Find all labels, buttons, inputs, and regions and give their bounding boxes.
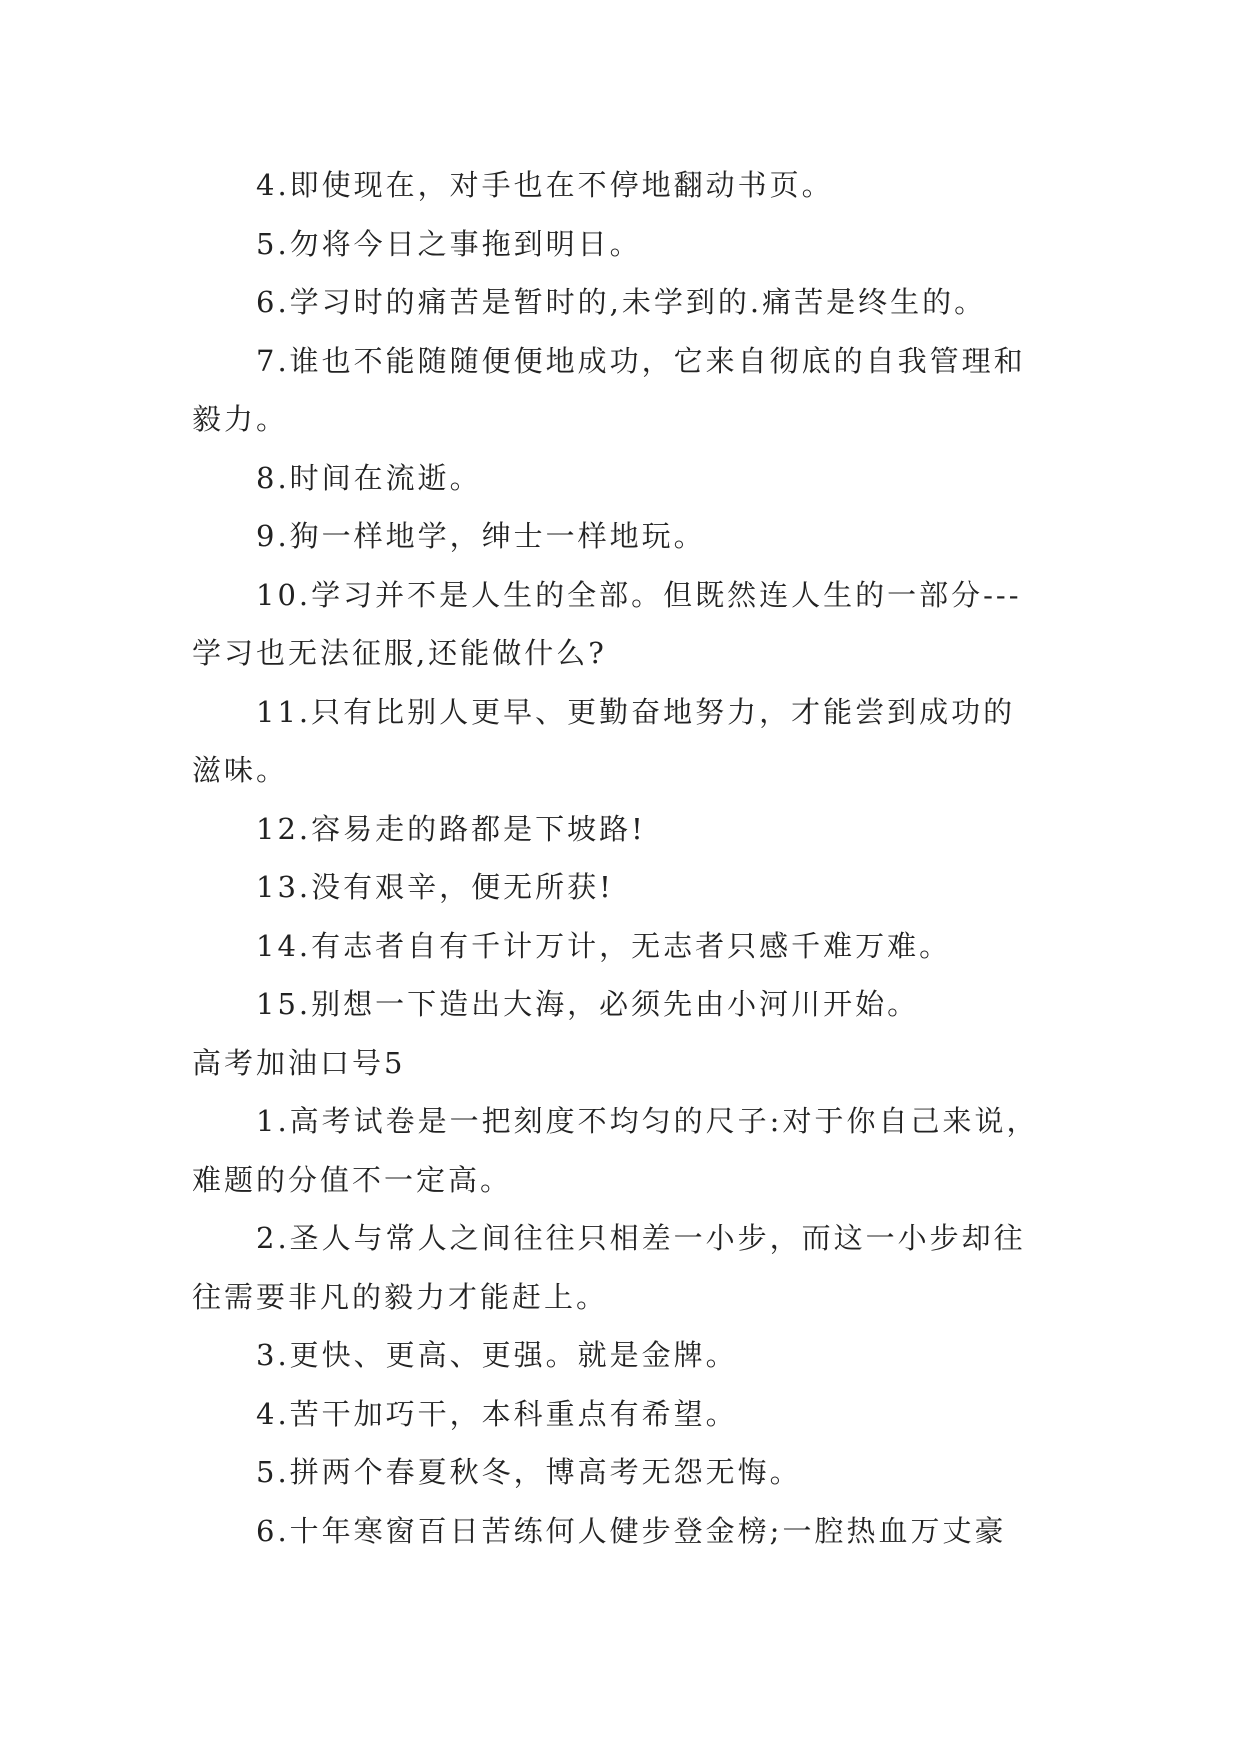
text-line: 毅力。 bbox=[192, 402, 289, 436]
text-line: 8.时间在流逝。 bbox=[256, 460, 482, 495]
text-line: 4.苦干加巧干，本科重点有希望。 bbox=[256, 1396, 738, 1431]
document-body bbox=[192, 156, 1052, 1560]
text-line: 难题的分值不一定高。 bbox=[192, 1162, 513, 1197]
text-line: 13.没有艰辛，便无所获! bbox=[256, 870, 614, 904]
text-line: 3.更快、更高、更强。就是金牌。 bbox=[256, 1338, 738, 1372]
section-heading: 高考加油口号5 bbox=[192, 1045, 406, 1080]
text-line: 12.容易走的路都是下坡路! bbox=[256, 811, 646, 846]
text-line: 往需要非凡的毅力才能赶上。 bbox=[192, 1279, 609, 1314]
text-line: 10.学习并不是人生的全部。但既然连人生的一部分--- bbox=[256, 577, 1022, 612]
text-line: 6.学习时的痛苦是暂时的,未学到的.痛苦是终生的。 bbox=[256, 285, 987, 319]
text-line: 7.谁也不能随随便便地成功，它来自彻底的自我管理和 bbox=[256, 343, 1026, 378]
text-line: 4.即使现在，对手也在不停地翻动书页。 bbox=[256, 168, 834, 202]
text-line: 1.高考试卷是一把刻度不均匀的尺子:对于你自己来说， bbox=[256, 1104, 1039, 1138]
text-line: 9.狗一样地学，绅士一样地玩。 bbox=[256, 519, 706, 553]
text-line: 6.十年寒窗百日苦练何人健步登金榜;一腔热血万丈豪 bbox=[256, 1513, 1007, 1548]
text-line: 5.拼两个春夏秋冬，博高考无怨无悔。 bbox=[256, 1455, 802, 1489]
text-line: 5.勿将今日之事拖到明日。 bbox=[256, 226, 642, 261]
text-line: 滋味。 bbox=[192, 753, 289, 787]
text-line: 15.别想一下造出大海，必须先由小河川开始。 bbox=[256, 987, 920, 1021]
text-line: 14.有志者自有千计万计，无志者只感千难万难。 bbox=[256, 928, 952, 963]
text-line: 11.只有比别人更早、更勤奋地努力，才能尝到成功的 bbox=[256, 694, 1016, 729]
text-line: 学习也无法征服,还能做什么? bbox=[192, 636, 607, 670]
text-line: 2.圣人与常人之间往往只相差一小步，而这一小步却往 bbox=[256, 1221, 1026, 1255]
